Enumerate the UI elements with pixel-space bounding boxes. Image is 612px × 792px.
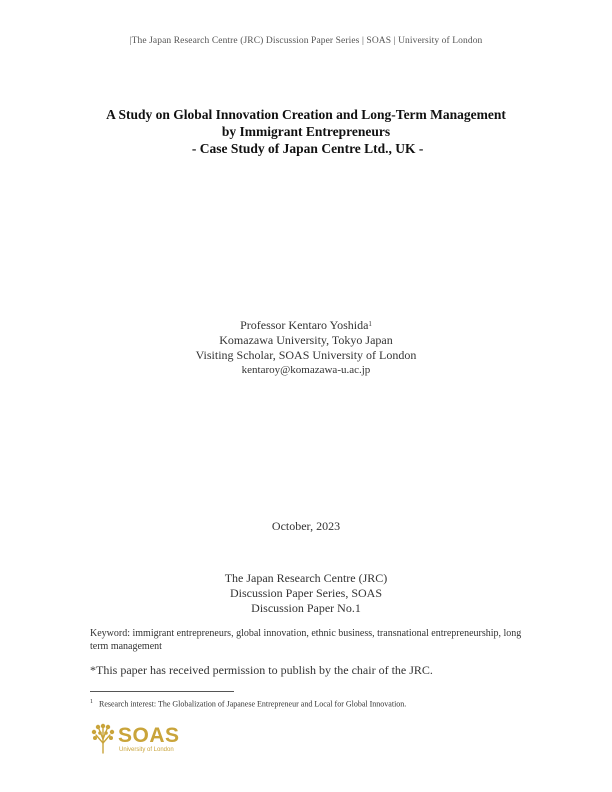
title-line-1: A Study on Global Innovation Creation and Long-Term Management [106,107,506,122]
footnote-text: Research interest: The Globalization of Japanese Entrepreneur and Local for Global Innovation. [99,699,407,709]
organization-line-1: The Japan Research Centre (JRC) [224,571,388,585]
title-line-3: - Case Study of Japan Centre Ltd., UK - [188,141,424,156]
series-header: |The Japan Research Centre (JRC) Discussion Paper Series | SOAS | University of London [129,36,483,46]
organization-line-2: Discussion Paper Series, SOAS [230,586,382,600]
author-email: kentaroy@komazawa-u.ac.jp [241,364,371,376]
title-line-2: by Immigrant Entrepreneurs [221,124,391,139]
publication-date: October, 2023 [271,519,341,533]
keywords: Keyword: immigrant entrepreneurs, global innovation, ethnic business, transnational entrepreneurship, long term management [90,628,522,652]
author-name-line [0,318,612,333]
organization-line-3: Discussion Paper No.1 [251,601,361,615]
author-name: Professor Kentaro Yoshida [240,318,369,332]
organization-block [0,571,612,616]
author-block [0,318,612,378]
paper-title [0,106,612,157]
soas-logo-text: SOAS [118,724,180,747]
author-affiliation-2: Visiting Scholar, SOAS University of London [195,348,417,362]
author-affiliation-1: Komazawa University, Tokyo Japan [219,333,393,347]
permission-note: *This paper has received permission to publish by the chair of the JRC. [90,663,433,677]
footnote [90,699,530,709]
author-footnote-mark: 1 [368,320,372,328]
footnote-mark: 1 [90,699,93,705]
footnote-divider [90,691,234,692]
soas-logo-subtitle: University of London [119,747,174,753]
